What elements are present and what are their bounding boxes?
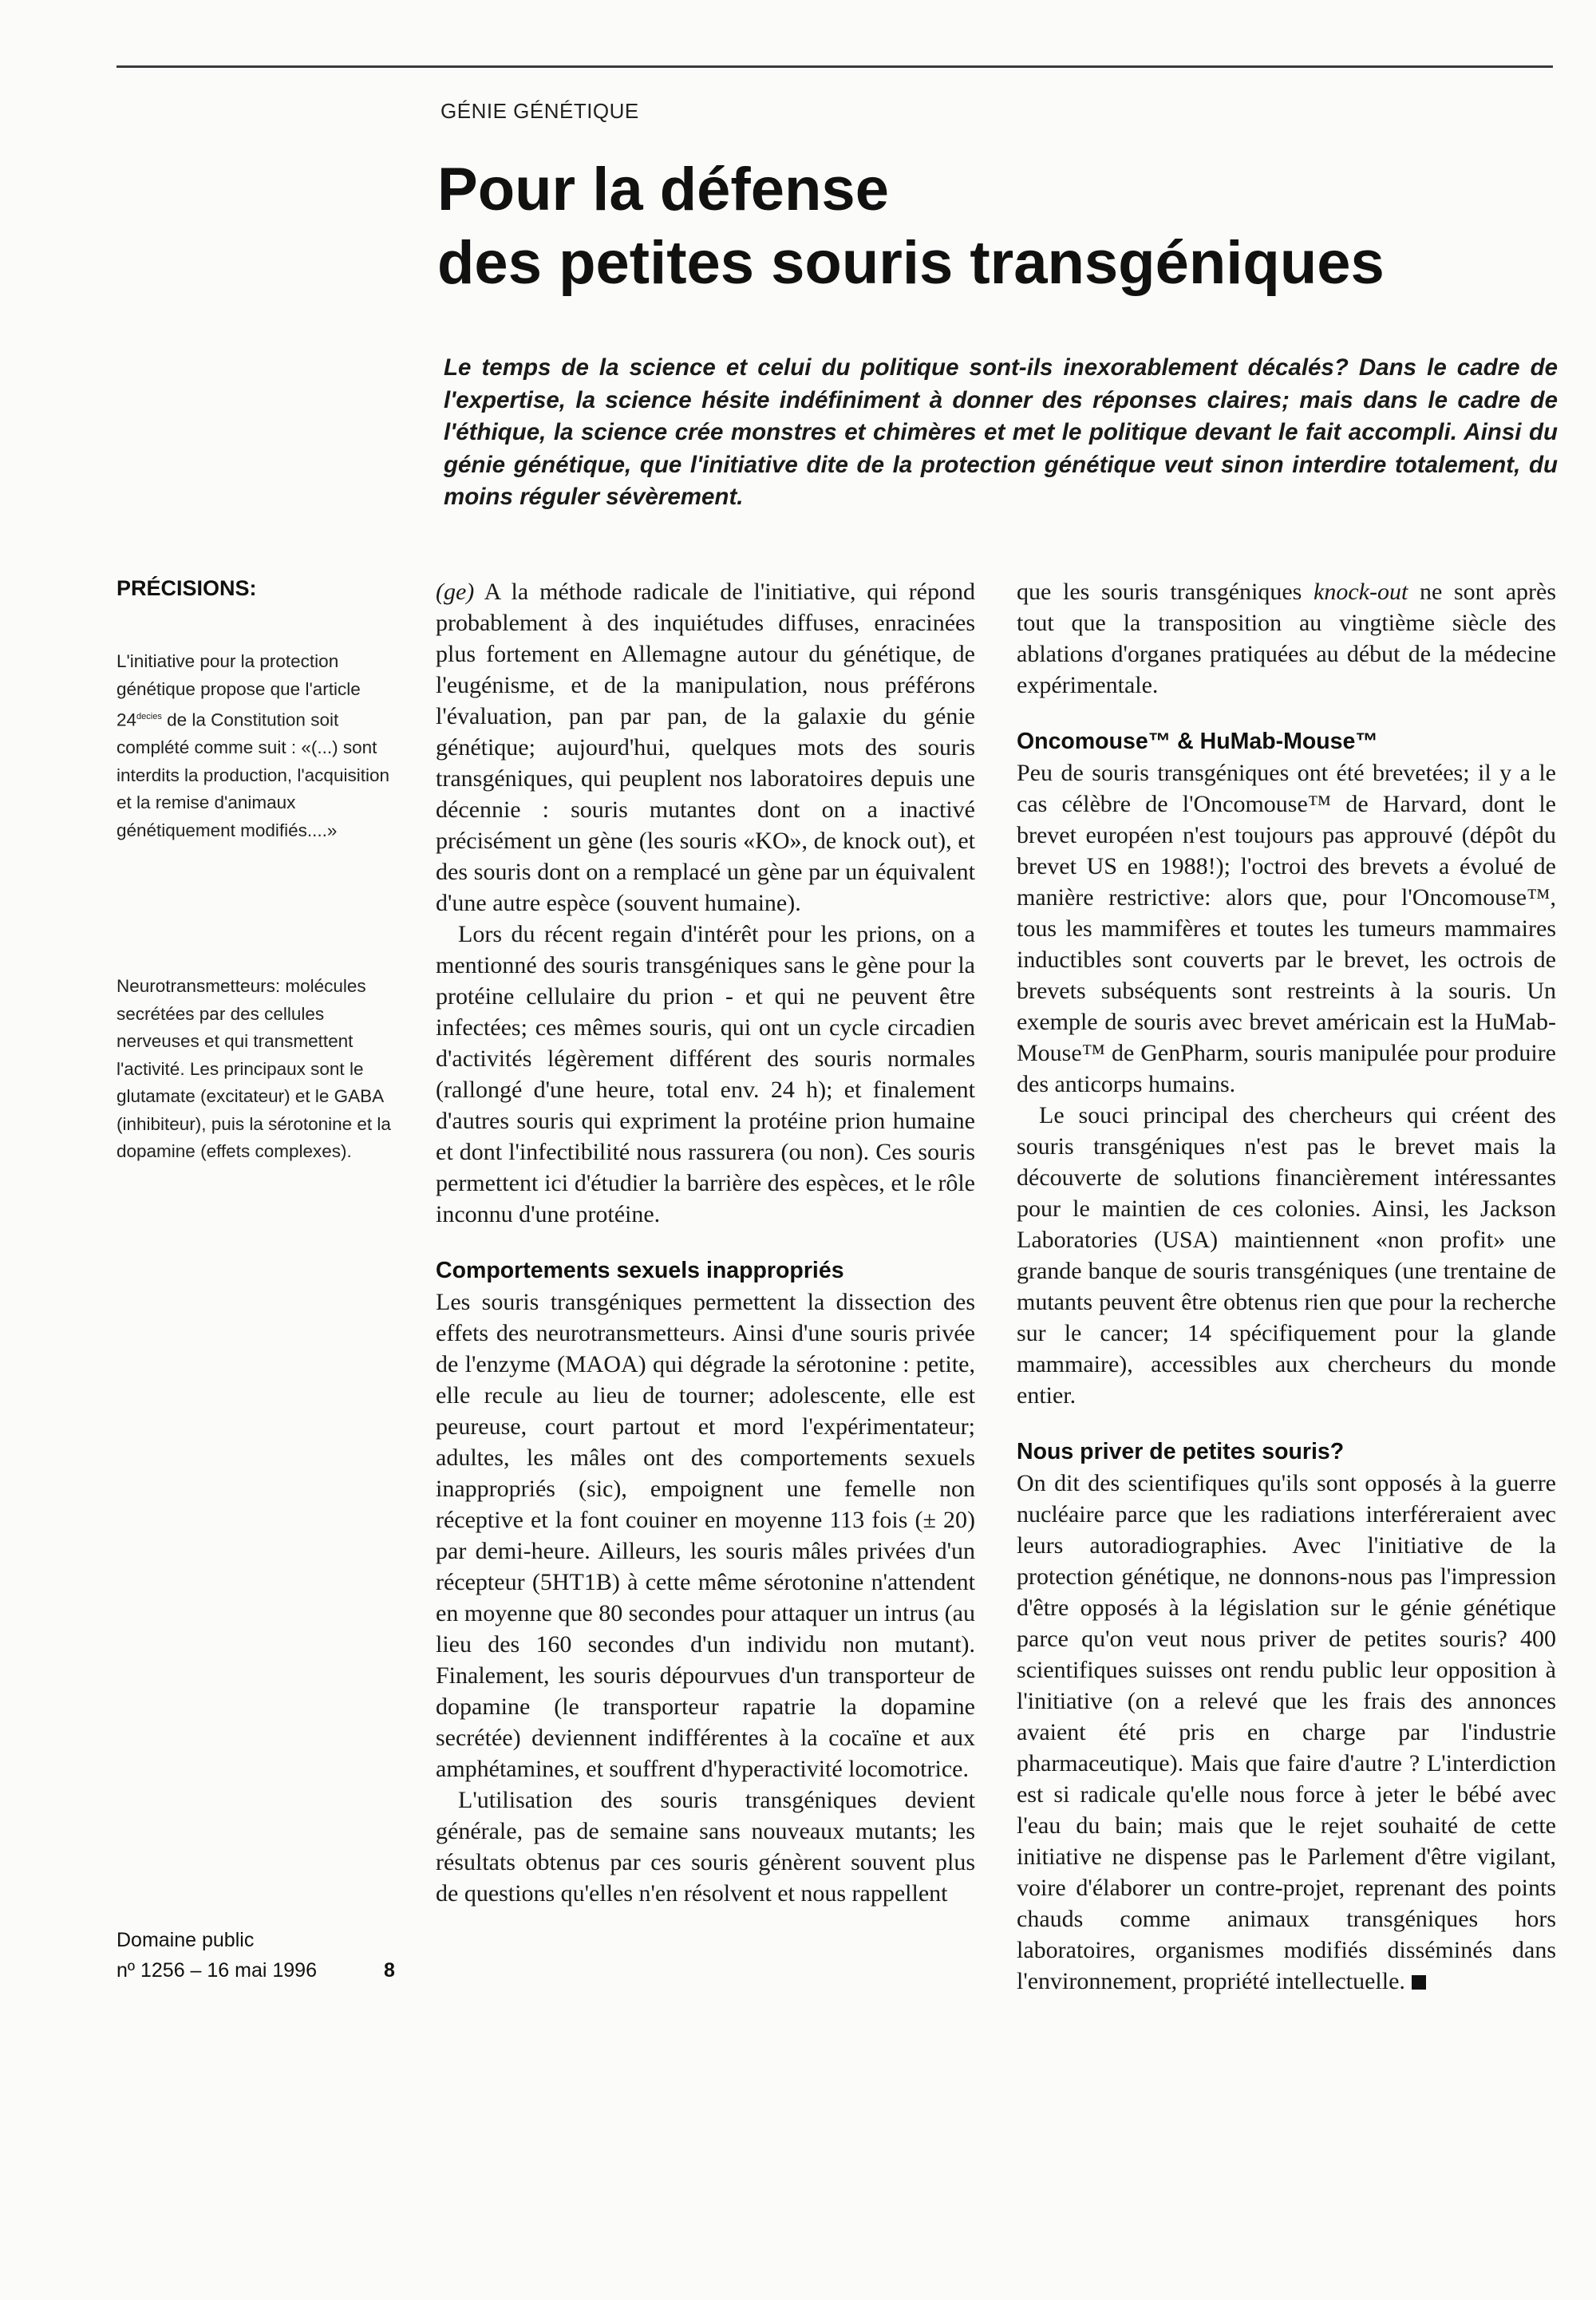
subheading-comportements: Comportements sexuels inappropriés	[436, 1258, 844, 1283]
publication-name: Domaine public	[117, 1929, 255, 1951]
title-line-1: Pour la défense	[437, 156, 889, 223]
paragraph-knockout	[1017, 576, 1556, 701]
top-rule	[117, 65, 1553, 68]
article-title	[437, 153, 1570, 300]
note1-superscript: decies	[136, 712, 162, 721]
paragraph-utilisation: L'utilisation des souris transgéniques devient générale, pas de semaine sans nouveaux mutants; les résultats obtenus par ces souris génèrent souvent plus de questions qu'elles n'en résolvent et nous rappellent	[436, 1787, 975, 1907]
sidebar-note-neurotransmitters: Neurotransmetteurs: molécules secrétées par des cellules nerveuses et qui transmettent l'activité. Les principaux sont le glutamate (excitateur) et le GABA (inhibiteur), puis la sérotonine et la dopamine (effets complexes).	[117, 976, 391, 1161]
paragraph-intro	[436, 576, 975, 919]
sidebar-note-initiative	[117, 648, 396, 844]
section-rubric: GÉNIE GÉNÉTIQUE	[440, 99, 639, 123]
title-line-2: des petites souris transgéniques	[437, 229, 1385, 297]
body-column-1	[436, 576, 975, 1909]
paragraph-prions: Lors du récent regain d'intérêt pour les prions, on a mentionné des souris transgéniques sans le gène pour la protéine cellulaire du prion - et qui ne peuvent être infectées; ces mêmes souris, qui ont un cycle circadien d'activités légèrement différent des souris normales (rallongé d'une heure, total env. 24 h); et finalement d'autres souris qui expriment la protéine prion humaine et dont l'infectibilité nous rassurera (ou non). Ces souris permettent ici d'étudier la barrière des espèces, et le rôle inconnu d'une protéine.	[436, 921, 975, 1227]
paragraph-brevets: Peu de souris transgéniques ont été brevetées; il y a le cas célèbre de l'Oncomouse™ de Harvard, dont le brevet européen n'est toujours pas approuvé (dépôt du brevet US en 1988!); l'octroi des brevets a évolué de manière restrictive: alors que, pour l'Oncomouse™, tous les mammifères et toutes les tumeurs mammaires inductibles sont couverts par le brevet, les octrois de brevets subséquents sont restreints à la souris. Un exemple de souris avec brevet américain est la HuMab-Mouse™ de GenPharm, souris manipulée pour produire des anticorps humains.	[1017, 760, 1556, 1097]
page-number: 8	[384, 1959, 395, 1982]
page-footer	[117, 1925, 412, 1986]
paragraph-conclusion-text: On dit des scientifiques qu'ils sont opposés à la guerre nucléaire parce que les radiations interféreraient avec leurs autoradiographies. Avec l'initiative de la protection génétique, ne donnons-nous pas l'impression d'être opposés à la législation sur le génie génétique parce qu'on veut nous priver de petites souris? 400 scientifiques suisses ont rendu public leur opposition à l'initiative (on a relevé que les frais des annonces avaient été pris en charge par l'industrie pharmaceutique). Mais que faire d'autre ? L'interdiction est si radicale qu'elle nous force à jeter le bébé avec l'eau du bain; mais que le rejet souhaité de cette initiative ne dispense pas le Parlement d'être vigilant, voire d'élaborer un contre-projet, reprenant des points chauds comme animaux transgéniques hors laboratoires, organismes modifiés disséminés dans l'environnement, propriété intellectuelle.	[1017, 1470, 1556, 1994]
knock-out-term: knock-out	[1314, 579, 1408, 605]
paragraph-conclusion	[1017, 1468, 1556, 1997]
note1-text-a: L'initiative pour la protection génétique propose que l'article 24	[117, 651, 361, 730]
paragraph-neurotransmitters: Les souris transgéniques permettent la dissection des effets des neurotransmetteurs. Ainsi d'une souris privée de l'enzyme (MAOA) qui dégrade la sérotonine : petite, elle recule au lieu de tourner; adolescente, elle est peureuse, court partout et mord l'expérimentateur; adultes, les mâles ont des comportements sexuels inappropriés (sic), empoignent une femelle non réceptive et la font couiner en moyenne 113 fois (± 20) par demi-heure. Ailleurs, les souris mâles privées d'un récepteur (5HT1B) à cette même sérotonine n'attendent en moyenne que 80 secondes pour attaquer un intrus (au lieu des 160 secondes d'un individu non mutant). Finalement, les souris dépourvues d'un transporteur de dopamine (le transporteur rapatrie la dopamine secrétée) deviennent indifférentes à la cocaïne et aux amphétamines, et souffrent d'hyperactivité locomotrice.	[436, 1289, 975, 1782]
issue-date: nº 1256 – 16 mai 1996	[117, 1959, 317, 1982]
subheading-nous-priver: Nous priver de petites souris?	[1017, 1439, 1345, 1464]
paragraph-jackson: Le souci principal des chercheurs qui créent des souris transgéniques n'est pas le brevet mais la découverte de solutions financièrement intéressantes pour le maintien de ces colonies. Ainsi, les Jackson Laboratories (USA) maintiennent «non profit» une grande banque de souris transgéniques (une trentaine de mutants peuvent être obtenus rien que pour la recherche sur le cancer; 14 spécifiquement pour la glande mammaire), accessibles aux chercheurs du monde entier.	[1017, 1102, 1556, 1409]
end-of-article-mark	[1412, 1975, 1426, 1990]
paragraph-knockout-text-b: ne sont après tout que la transposition au vingtième siècle des ablations d'organes pratiquées au début de la médecine expérimentale.	[1017, 579, 1556, 698]
note1-text-b: de la Constitution soit complété comme suit : «(...) sont interdits la production, l'acquisition et la remise d'animaux génétiquement modifiés....»	[117, 709, 389, 840]
body-column-2	[1017, 576, 1556, 1997]
subheading-oncomouse: Oncomouse™ & HuMab-Mouse™	[1017, 729, 1378, 754]
paragraph-intro-text: A la méthode radicale de l'initiative, qui répond probablement à des inquiétudes diffuses, enracinées plus fortement en Allemagne autour du génétique, de l'eugénisme, et de la manipulation, nous préférons l'évaluation, pan par pan, de la galaxie du génie génétique; aujourd'hui, quelques mots des souris transgéniques, qui peuplent nos laboratoires depuis une décennie : souris mutantes dont on a inactivé précisément un gène (les souris «KO», de knock out), et des souris dont on a remplacé un gène par un équivalent d'une autre espèce (souvent humaine).	[436, 579, 975, 916]
sidebar-heading: PRÉCISIONS:	[117, 576, 257, 600]
paragraph-knockout-text-a: que les souris transgéniques	[1017, 579, 1314, 605]
article-lead: Le temps de la science et celui du politique sont-ils inexorablement décalés? Dans le cadre de l'expertise, la science hésite indéfiniment à donner des réponses claires; mais dans le cadre de l'éthique, la science crée monstres et chimères et met le politique devant le fait accompli. Ainsi du génie génétique, que l'initiative dite de la protection génétique veut sinon interdire totalement, du moins réguler sévèrement.	[444, 354, 1558, 510]
author-initials: (ge)	[436, 579, 475, 605]
